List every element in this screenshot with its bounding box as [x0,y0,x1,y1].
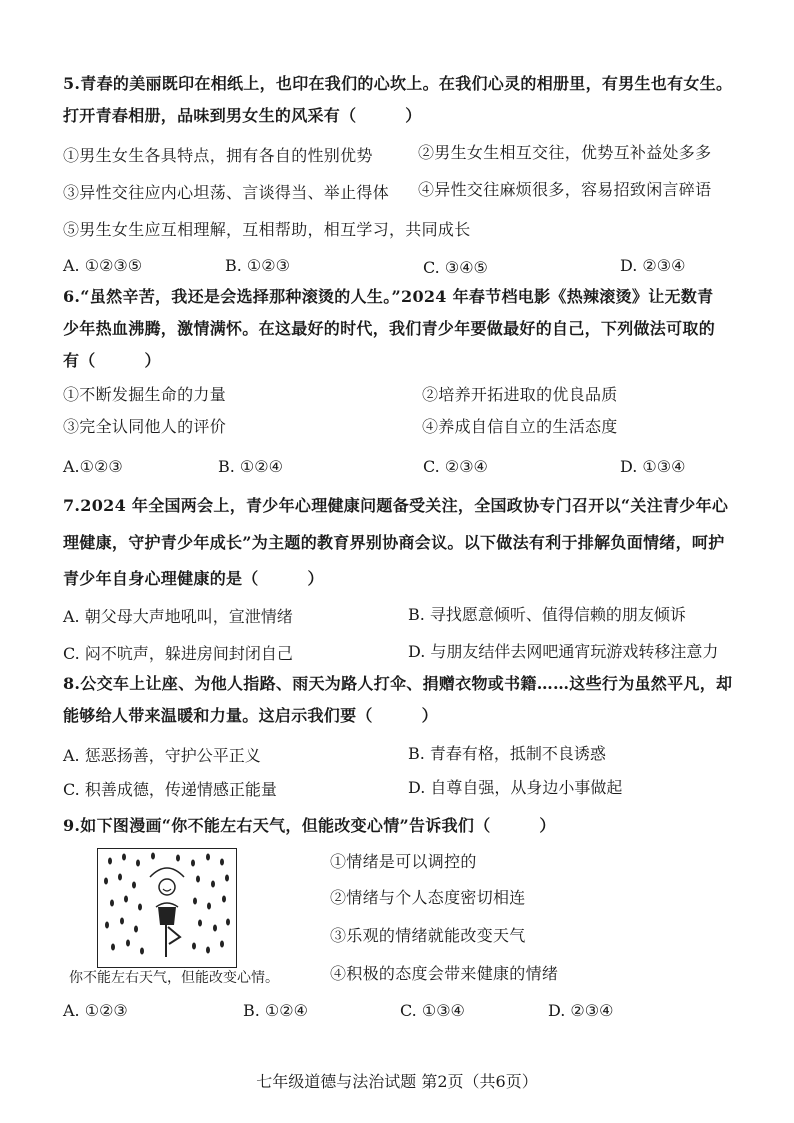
q6-option-b: B. ①②④ [218,457,283,476]
q6-option-a: A.①②③ [63,457,123,476]
q9-item-4: ④积极的态度会带来健康的情绪 [330,964,559,983]
q6-stem-line-1: 6.“虽然辛苦，我还是会选择那种滚烫的人生。”2024 年春节档电影《热辣滚烫》让无数青 [63,287,714,306]
q7-stem-line-1: 7.2024 年全国两会上，青少年心理健康问题备受关注，全国政协专门召开以“关注青少年心 [63,496,729,515]
q9-option-b: B. ①②④ [243,1001,308,1020]
rain-figure-icon [98,849,236,967]
q5-option-c: C. ③④⑤ [423,258,488,277]
q5-item-3: ③异性交往应内心坦荡、言谈得当、举止得体 [63,183,390,202]
q5-item-1: ①男生女生各具特点，拥有各自的性别优势 [63,146,373,165]
q8-stem-line-2: 能够给人带来温暖和力量。这启示我们要（ ） [63,706,438,725]
q5-stem-line-2: 打开青春相册，品味到男女生的风采有（ ） [63,106,422,125]
q6-option-d: D. ①③④ [620,457,686,476]
q9-option-c: C. ①③④ [400,1001,465,1020]
q9-option-d: D. ②③④ [548,1001,614,1020]
q7-option-c: C. 闷不吭声，躲进房间封闭自己 [63,644,293,663]
q5-item-5: ⑤男生女生应互相理解，互相帮助，相互学习，共同成长 [63,220,471,239]
q7-stem-line-2: 理健康，守护青少年成长”为主题的教育界别协商会议。以下做法有利于排解负面情绪，呵护 [63,533,725,552]
q5-item-4: ④异性交往麻烦很多，容易招致闲言碎语 [418,180,712,199]
q9-item-1: ①情绪是可以调控的 [330,852,477,871]
q8-option-c: C. 积善成德，传递情感正能量 [63,780,277,799]
page-footer: 七年级道德与法治试题 第2页（共6页） [256,1072,538,1091]
q8-stem-line-1: 8.公交车上让座、为他人指路、雨天为路人打伞、捐赠衣物或书籍……这些行为虽然平凡，却 [63,674,733,693]
q6-stem-line-2: 少年热血沸腾，激情满怀。在这最好的时代，我们青少年要做最好的自己，下列做法可取的 [63,319,716,338]
q6-stem-line-3: 有（ ） [63,351,161,370]
q8-option-a: A. 惩恶扬善，守护公平正义 [63,746,261,765]
q6-item-2: ②培养开拓进取的优良品质 [422,385,618,404]
q9-stem: 9.如下图漫画“你不能左右天气，但能改变心情”告诉我们（ ） [63,816,556,835]
q6-item-3: ③完全认同他人的评价 [63,417,227,436]
cartoon-rain-illustration [97,848,237,968]
cartoon-caption: 你不能左右天气，但能改变心情。 [69,970,279,986]
q7-option-a: A. 朝父母大声地吼叫，宣泄情绪 [63,607,293,626]
q9-item-2: ②情绪与个人态度密切相连 [330,888,526,907]
q7-option-d: D. 与朋友结伴去网吧通宵玩游戏转移注意力 [408,642,719,661]
q6-item-4: ④养成自信自立的生活态度 [422,417,618,436]
q8-option-d: D. 自尊自强，从身边小事做起 [408,778,623,797]
q8-option-b: B. 青春有格，抵制不良诱惑 [408,744,606,763]
q5-option-b: B. ①②③ [225,256,290,275]
q7-option-b: B. 寻找愿意倾听、值得信赖的朋友倾诉 [408,605,686,624]
q9-item-3: ③乐观的情绪就能改变天气 [330,926,526,945]
q6-item-1: ①不断发掘生命的力量 [63,385,227,404]
q5-stem-line-1: 5.青春的美丽既印在相纸上，也印在我们的心坎上。在我们心灵的相册里，有男生也有女生。 [63,74,733,93]
q5-item-2: ②男生女生相互交往，优势互补益处多多 [418,143,712,162]
q5-option-d: D. ②③④ [620,256,686,275]
q5-option-a: A. ①②③⑤ [63,256,143,275]
q6-option-c: C. ②③④ [423,457,488,476]
q7-stem-line-3: 青少年自身心理健康的是（ ） [63,569,324,588]
q9-option-a: A. ①②③ [63,1001,128,1020]
